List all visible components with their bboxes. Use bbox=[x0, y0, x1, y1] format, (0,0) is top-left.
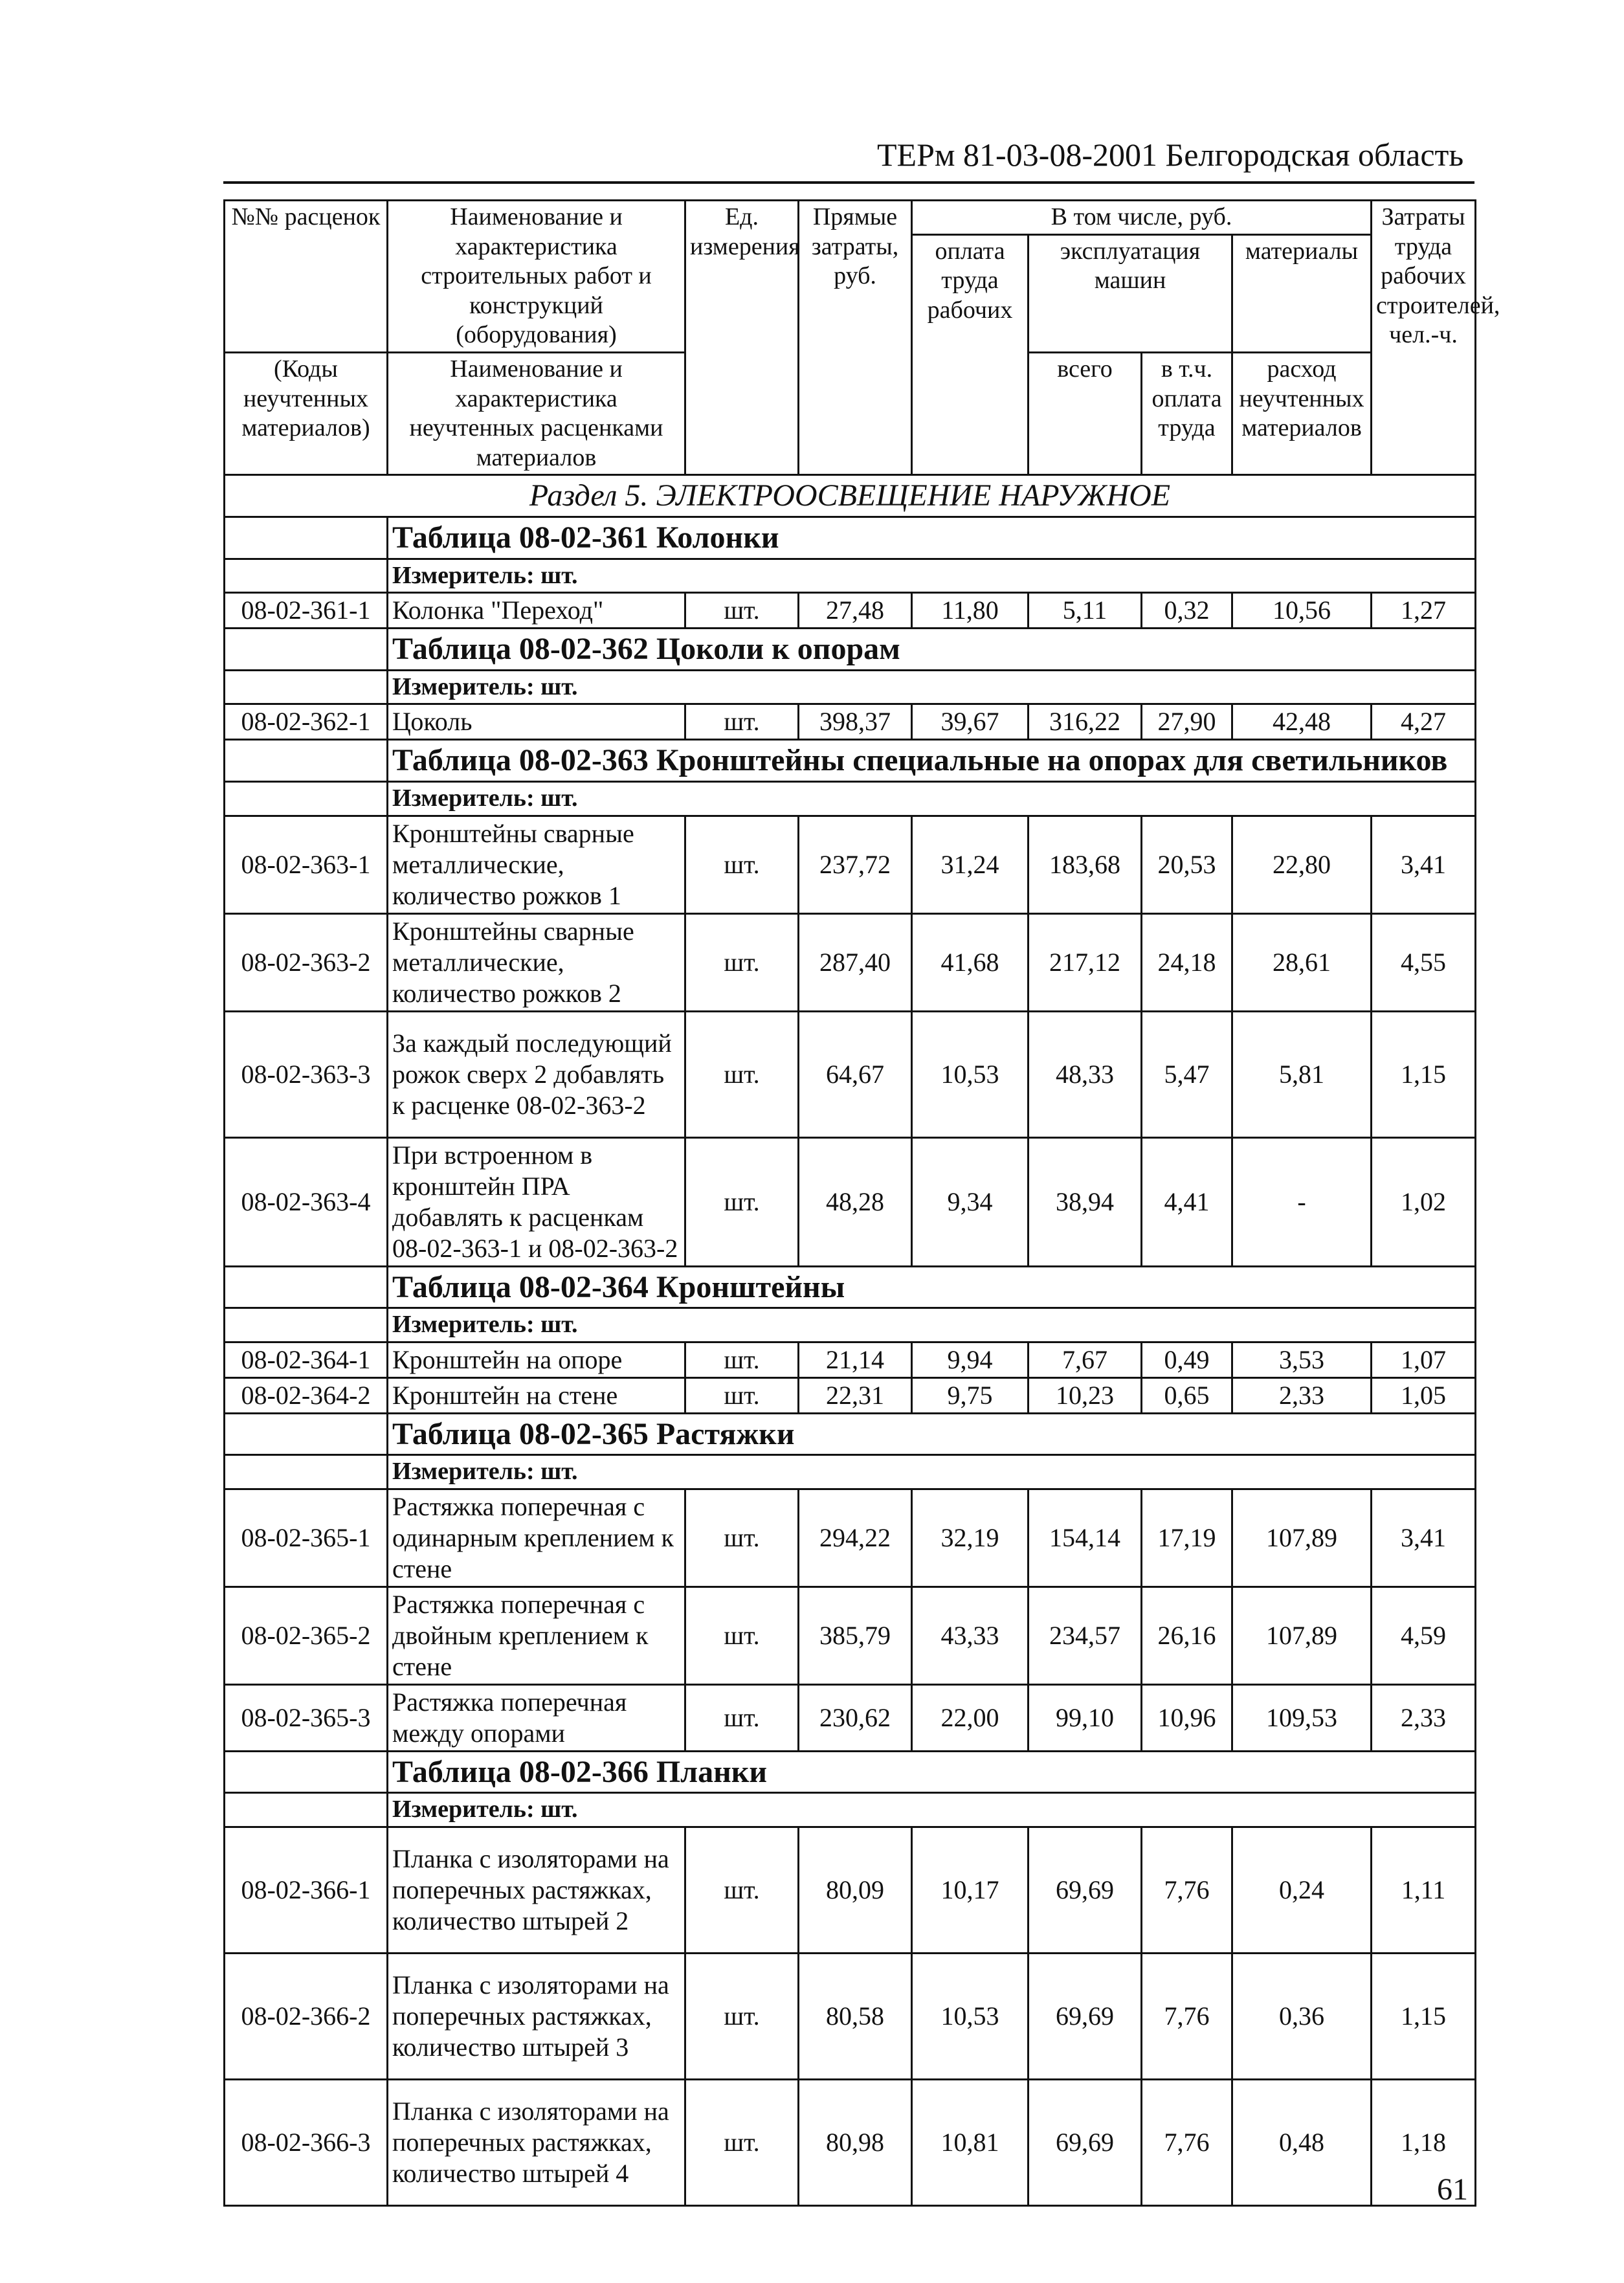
wages-cost: 10,53 bbox=[912, 1954, 1029, 2080]
wages-cost: 41,68 bbox=[912, 913, 1029, 1011]
header-row-1 bbox=[225, 201, 1476, 235]
table-title-row bbox=[225, 1751, 1476, 1793]
machines-wages-cost: 7,76 bbox=[1142, 1954, 1232, 2080]
table-row bbox=[225, 816, 1476, 913]
subtable-title: Таблица 08-02-363 Кронштейны специальные на опорах для светильников bbox=[388, 740, 1476, 782]
subtable-title: Таблица 08-02-364 Кронштейны bbox=[388, 1266, 1476, 1308]
materials-cost: 0,48 bbox=[1232, 2080, 1372, 2206]
labor-cost: 4,27 bbox=[1372, 704, 1476, 740]
section-title: Раздел 5. ЭЛЕКТРООСВЕЩЕНИЕ НАРУЖНОЕ bbox=[225, 475, 1476, 517]
empty-cell bbox=[225, 1455, 388, 1489]
labor-cost: 1,18 bbox=[1372, 2080, 1476, 2206]
table-row bbox=[225, 704, 1476, 740]
col-header-wages: оплата труда рабочих bbox=[912, 234, 1029, 475]
table-title-row bbox=[225, 740, 1476, 782]
empty-cell bbox=[225, 1793, 388, 1827]
unit: шт. bbox=[685, 1684, 799, 1751]
direct-cost: 237,72 bbox=[799, 816, 912, 913]
unit: шт. bbox=[685, 704, 799, 740]
col-header-incl-wages: в т.ч. оплата труда bbox=[1142, 352, 1232, 474]
table-row bbox=[225, 1587, 1476, 1684]
machines-wages-cost: 7,76 bbox=[1142, 2080, 1232, 2206]
machines-wages-cost: 4,41 bbox=[1142, 1137, 1232, 1266]
col-header-code-sub: (Коды неучтенных материалов) bbox=[225, 352, 388, 474]
col-header-unaccounted: расход неучтенных материалов bbox=[1232, 352, 1372, 474]
machines-wages-cost: 26,16 bbox=[1142, 1587, 1232, 1684]
table-row bbox=[225, 1489, 1476, 1587]
work-name: Растяжка поперечная с двойным креплением к стене bbox=[388, 1587, 685, 1684]
direct-cost: 385,79 bbox=[799, 1587, 912, 1684]
unit: шт. bbox=[685, 1489, 799, 1587]
table-row bbox=[225, 593, 1476, 629]
materials-cost: 42,48 bbox=[1232, 704, 1372, 740]
labor-cost: 1,02 bbox=[1372, 1137, 1476, 1266]
work-name: Кронштейн на опоре bbox=[388, 1342, 685, 1377]
materials-cost: 10,56 bbox=[1232, 593, 1372, 629]
col-header-direct: Прямые затраты, руб. bbox=[799, 201, 912, 475]
materials-cost: 5,81 bbox=[1232, 1011, 1372, 1137]
col-header-machines: эксплуатация машин bbox=[1029, 234, 1232, 352]
direct-cost: 80,58 bbox=[799, 1954, 912, 2080]
labor-cost: 1,05 bbox=[1372, 1377, 1476, 1413]
subtable-title: Таблица 08-02-366 Планки bbox=[388, 1751, 1476, 1793]
empty-cell bbox=[225, 1308, 388, 1342]
work-name: Планка с изоляторами на поперечных растяжках, количество штырей 2 bbox=[388, 1827, 685, 1954]
wages-cost: 11,80 bbox=[912, 593, 1029, 629]
rate-code: 08-02-365-3 bbox=[225, 1684, 388, 1751]
direct-cost: 64,67 bbox=[799, 1011, 912, 1137]
empty-cell bbox=[225, 781, 388, 816]
wages-cost: 10,17 bbox=[912, 1827, 1029, 1954]
wages-cost: 39,67 bbox=[912, 704, 1029, 740]
table-row bbox=[225, 2080, 1476, 2206]
machines-cost: 7,67 bbox=[1029, 1342, 1142, 1377]
labor-cost: 4,55 bbox=[1372, 913, 1476, 1011]
rate-code: 08-02-365-2 bbox=[225, 1587, 388, 1684]
materials-cost: 0,24 bbox=[1232, 1827, 1372, 1954]
machines-cost: 316,22 bbox=[1029, 704, 1142, 740]
machines-cost: 234,57 bbox=[1029, 1587, 1142, 1684]
subtable-title: Таблица 08-02-362 Цоколи к опорам bbox=[388, 629, 1476, 671]
machines-wages-cost: 17,19 bbox=[1142, 1489, 1232, 1587]
table-title-row bbox=[225, 1266, 1476, 1308]
labor-cost: 4,59 bbox=[1372, 1587, 1476, 1684]
measure-label: Измеритель: шт. bbox=[388, 670, 1476, 704]
wages-cost: 10,53 bbox=[912, 1011, 1029, 1137]
unit: шт. bbox=[685, 593, 799, 629]
unit: шт. bbox=[685, 1137, 799, 1266]
measure-row bbox=[225, 781, 1476, 816]
empty-cell bbox=[225, 740, 388, 782]
direct-cost: 21,14 bbox=[799, 1342, 912, 1377]
col-header-name-sub: Наименование и характеристика неучтенных расценками материалов bbox=[388, 352, 685, 474]
machines-cost: 217,12 bbox=[1029, 913, 1142, 1011]
section-row bbox=[225, 475, 1476, 517]
subtable-title: Таблица 08-02-365 Растяжки bbox=[388, 1413, 1476, 1455]
wages-cost: 9,75 bbox=[912, 1377, 1029, 1413]
direct-cost: 80,09 bbox=[799, 1827, 912, 1954]
empty-cell bbox=[225, 670, 388, 704]
unit: шт. bbox=[685, 913, 799, 1011]
machines-wages-cost: 10,96 bbox=[1142, 1684, 1232, 1751]
materials-cost: 22,80 bbox=[1232, 816, 1372, 913]
materials-cost: 109,53 bbox=[1232, 1684, 1372, 1751]
unit: шт. bbox=[685, 1011, 799, 1137]
machines-cost: 10,23 bbox=[1029, 1377, 1142, 1413]
rate-code: 08-02-366-1 bbox=[225, 1827, 388, 1954]
work-name: За каждый последующий рожок сверх 2 добавлять к расценке 08-02-363-2 bbox=[388, 1011, 685, 1137]
empty-cell bbox=[225, 1413, 388, 1455]
work-name: Растяжка поперечная с одинарным креплением к стене bbox=[388, 1489, 685, 1587]
wages-cost: 9,34 bbox=[912, 1137, 1029, 1266]
machines-wages-cost: 20,53 bbox=[1142, 816, 1232, 913]
table-row bbox=[225, 1684, 1476, 1751]
labor-cost: 3,41 bbox=[1372, 816, 1476, 913]
labor-cost: 1,15 bbox=[1372, 1954, 1476, 2080]
machines-wages-cost: 27,90 bbox=[1142, 704, 1232, 740]
table-title-row bbox=[225, 517, 1476, 559]
machines-cost: 69,69 bbox=[1029, 1954, 1142, 2080]
direct-cost: 27,48 bbox=[799, 593, 912, 629]
page-number: 61 bbox=[1437, 2172, 1468, 2207]
table-row bbox=[225, 1137, 1476, 1266]
rate-code: 08-02-365-1 bbox=[225, 1489, 388, 1587]
rate-code: 08-02-363-3 bbox=[225, 1011, 388, 1137]
machines-cost: 38,94 bbox=[1029, 1137, 1142, 1266]
labor-cost: 1,27 bbox=[1372, 593, 1476, 629]
rate-code: 08-02-363-2 bbox=[225, 913, 388, 1011]
measure-row bbox=[225, 670, 1476, 704]
col-header-total: всего bbox=[1029, 352, 1142, 474]
empty-cell bbox=[225, 1751, 388, 1793]
wages-cost: 10,81 bbox=[912, 2080, 1029, 2206]
unit: шт. bbox=[685, 1377, 799, 1413]
machines-cost: 69,69 bbox=[1029, 2080, 1142, 2206]
machines-wages-cost: 24,18 bbox=[1142, 913, 1232, 1011]
table-row bbox=[225, 1011, 1476, 1137]
machines-wages-cost: 0,65 bbox=[1142, 1377, 1232, 1413]
col-header-code: №№ расценок bbox=[225, 201, 388, 353]
col-header-unit: Ед. измерения bbox=[685, 201, 799, 475]
work-name: Кронштейны сварные металлические, количество рожков 2 bbox=[388, 913, 685, 1011]
measure-label: Измеритель: шт. bbox=[388, 1455, 1476, 1489]
direct-cost: 230,62 bbox=[799, 1684, 912, 1751]
labor-cost: 1,15 bbox=[1372, 1011, 1476, 1137]
machines-wages-cost: 0,32 bbox=[1142, 593, 1232, 629]
work-name: Колонка "Переход" bbox=[388, 593, 685, 629]
rate-code: 08-02-361-1 bbox=[225, 593, 388, 629]
measure-row bbox=[225, 1308, 1476, 1342]
wages-cost: 22,00 bbox=[912, 1684, 1029, 1751]
table-title-row bbox=[225, 629, 1476, 671]
unit: шт. bbox=[685, 2080, 799, 2206]
empty-cell bbox=[225, 1266, 388, 1308]
labor-cost: 1,11 bbox=[1372, 1827, 1476, 1954]
machines-cost: 154,14 bbox=[1029, 1489, 1142, 1587]
direct-cost: 48,28 bbox=[799, 1137, 912, 1266]
measure-label: Измеритель: шт. bbox=[388, 1793, 1476, 1827]
table-row bbox=[225, 1342, 1476, 1377]
rate-code: 08-02-362-1 bbox=[225, 704, 388, 740]
direct-cost: 80,98 bbox=[799, 2080, 912, 2206]
materials-cost: 28,61 bbox=[1232, 913, 1372, 1011]
measure-row bbox=[225, 1455, 1476, 1489]
wages-cost: 9,94 bbox=[912, 1342, 1029, 1377]
labor-cost: 3,41 bbox=[1372, 1489, 1476, 1587]
page-header-title: ТЕРм 81-03-08-2001 Белгородская область bbox=[877, 137, 1464, 173]
unit: шт. bbox=[685, 1342, 799, 1377]
table-row bbox=[225, 1377, 1476, 1413]
materials-cost: 0,36 bbox=[1232, 1954, 1372, 2080]
work-name: При встроенном в кронштейн ПРА добавлять к расценкам 08-02-363-1 и 08-02-363-2 bbox=[388, 1137, 685, 1266]
machines-cost: 183,68 bbox=[1029, 816, 1142, 913]
machines-cost: 99,10 bbox=[1029, 1684, 1142, 1751]
unit: шт. bbox=[685, 1827, 799, 1954]
col-header-labor: Затраты труда рабочих строителей, чел.-ч. bbox=[1372, 201, 1476, 475]
labor-cost: 1,07 bbox=[1372, 1342, 1476, 1377]
measure-row bbox=[225, 1793, 1476, 1827]
measure-label: Измеритель: шт. bbox=[388, 1308, 1476, 1342]
materials-cost: 107,89 bbox=[1232, 1489, 1372, 1587]
unit: шт. bbox=[685, 1954, 799, 2080]
table-row bbox=[225, 913, 1476, 1011]
wages-cost: 31,24 bbox=[912, 816, 1029, 913]
rate-code: 08-02-364-1 bbox=[225, 1342, 388, 1377]
rate-code: 08-02-363-1 bbox=[225, 816, 388, 913]
wages-cost: 32,19 bbox=[912, 1489, 1029, 1587]
materials-cost: 2,33 bbox=[1232, 1377, 1372, 1413]
direct-cost: 22,31 bbox=[799, 1377, 912, 1413]
work-name: Цоколь bbox=[388, 704, 685, 740]
table-row bbox=[225, 1827, 1476, 1954]
wages-cost: 43,33 bbox=[912, 1587, 1029, 1684]
work-name: Планка с изоляторами на поперечных растяжках, количество штырей 4 bbox=[388, 2080, 685, 2206]
direct-cost: 398,37 bbox=[799, 704, 912, 740]
table-row bbox=[225, 1954, 1476, 2080]
work-name: Кронштейны сварные металлические, количество рожков 1 bbox=[388, 816, 685, 913]
col-header-materials: материалы bbox=[1232, 234, 1372, 352]
subtable-title: Таблица 08-02-361 Колонки bbox=[388, 517, 1476, 559]
col-header-incl: В том числе, руб. bbox=[912, 201, 1372, 235]
rate-code: 08-02-363-4 bbox=[225, 1137, 388, 1266]
unit: шт. bbox=[685, 816, 799, 913]
empty-cell bbox=[225, 559, 388, 593]
header-divider bbox=[223, 181, 1474, 184]
work-name: Растяжка поперечная между опорами bbox=[388, 1684, 685, 1751]
machines-cost: 69,69 bbox=[1029, 1827, 1142, 1954]
direct-cost: 287,40 bbox=[799, 913, 912, 1011]
work-name: Планка с изоляторами на поперечных растяжках, количество штырей 3 bbox=[388, 1954, 685, 2080]
rate-code: 08-02-364-2 bbox=[225, 1377, 388, 1413]
empty-cell bbox=[225, 517, 388, 559]
table-title-row bbox=[225, 1413, 1476, 1455]
empty-cell bbox=[225, 629, 388, 671]
direct-cost: 294,22 bbox=[799, 1489, 912, 1587]
labor-cost: 2,33 bbox=[1372, 1684, 1476, 1751]
machines-cost: 5,11 bbox=[1029, 593, 1142, 629]
rate-code: 08-02-366-3 bbox=[225, 2080, 388, 2206]
machines-wages-cost: 7,76 bbox=[1142, 1827, 1232, 1954]
measure-label: Измеритель: шт. bbox=[388, 781, 1476, 816]
unit: шт. bbox=[685, 1587, 799, 1684]
rates-table bbox=[223, 199, 1500, 2207]
rate-code: 08-02-366-2 bbox=[225, 1954, 388, 2080]
materials-cost: - bbox=[1232, 1137, 1372, 1266]
measure-row bbox=[225, 559, 1476, 593]
machines-cost: 48,33 bbox=[1029, 1011, 1142, 1137]
work-name: Кронштейн на стене bbox=[388, 1377, 685, 1413]
machines-wages-cost: 5,47 bbox=[1142, 1011, 1232, 1137]
measure-label: Измеритель: шт. bbox=[388, 559, 1476, 593]
machines-wages-cost: 0,49 bbox=[1142, 1342, 1232, 1377]
materials-cost: 107,89 bbox=[1232, 1587, 1372, 1684]
materials-cost: 3,53 bbox=[1232, 1342, 1372, 1377]
col-header-name: Наименование и характеристика строительных работ и конструкций (оборудования) bbox=[388, 201, 685, 353]
